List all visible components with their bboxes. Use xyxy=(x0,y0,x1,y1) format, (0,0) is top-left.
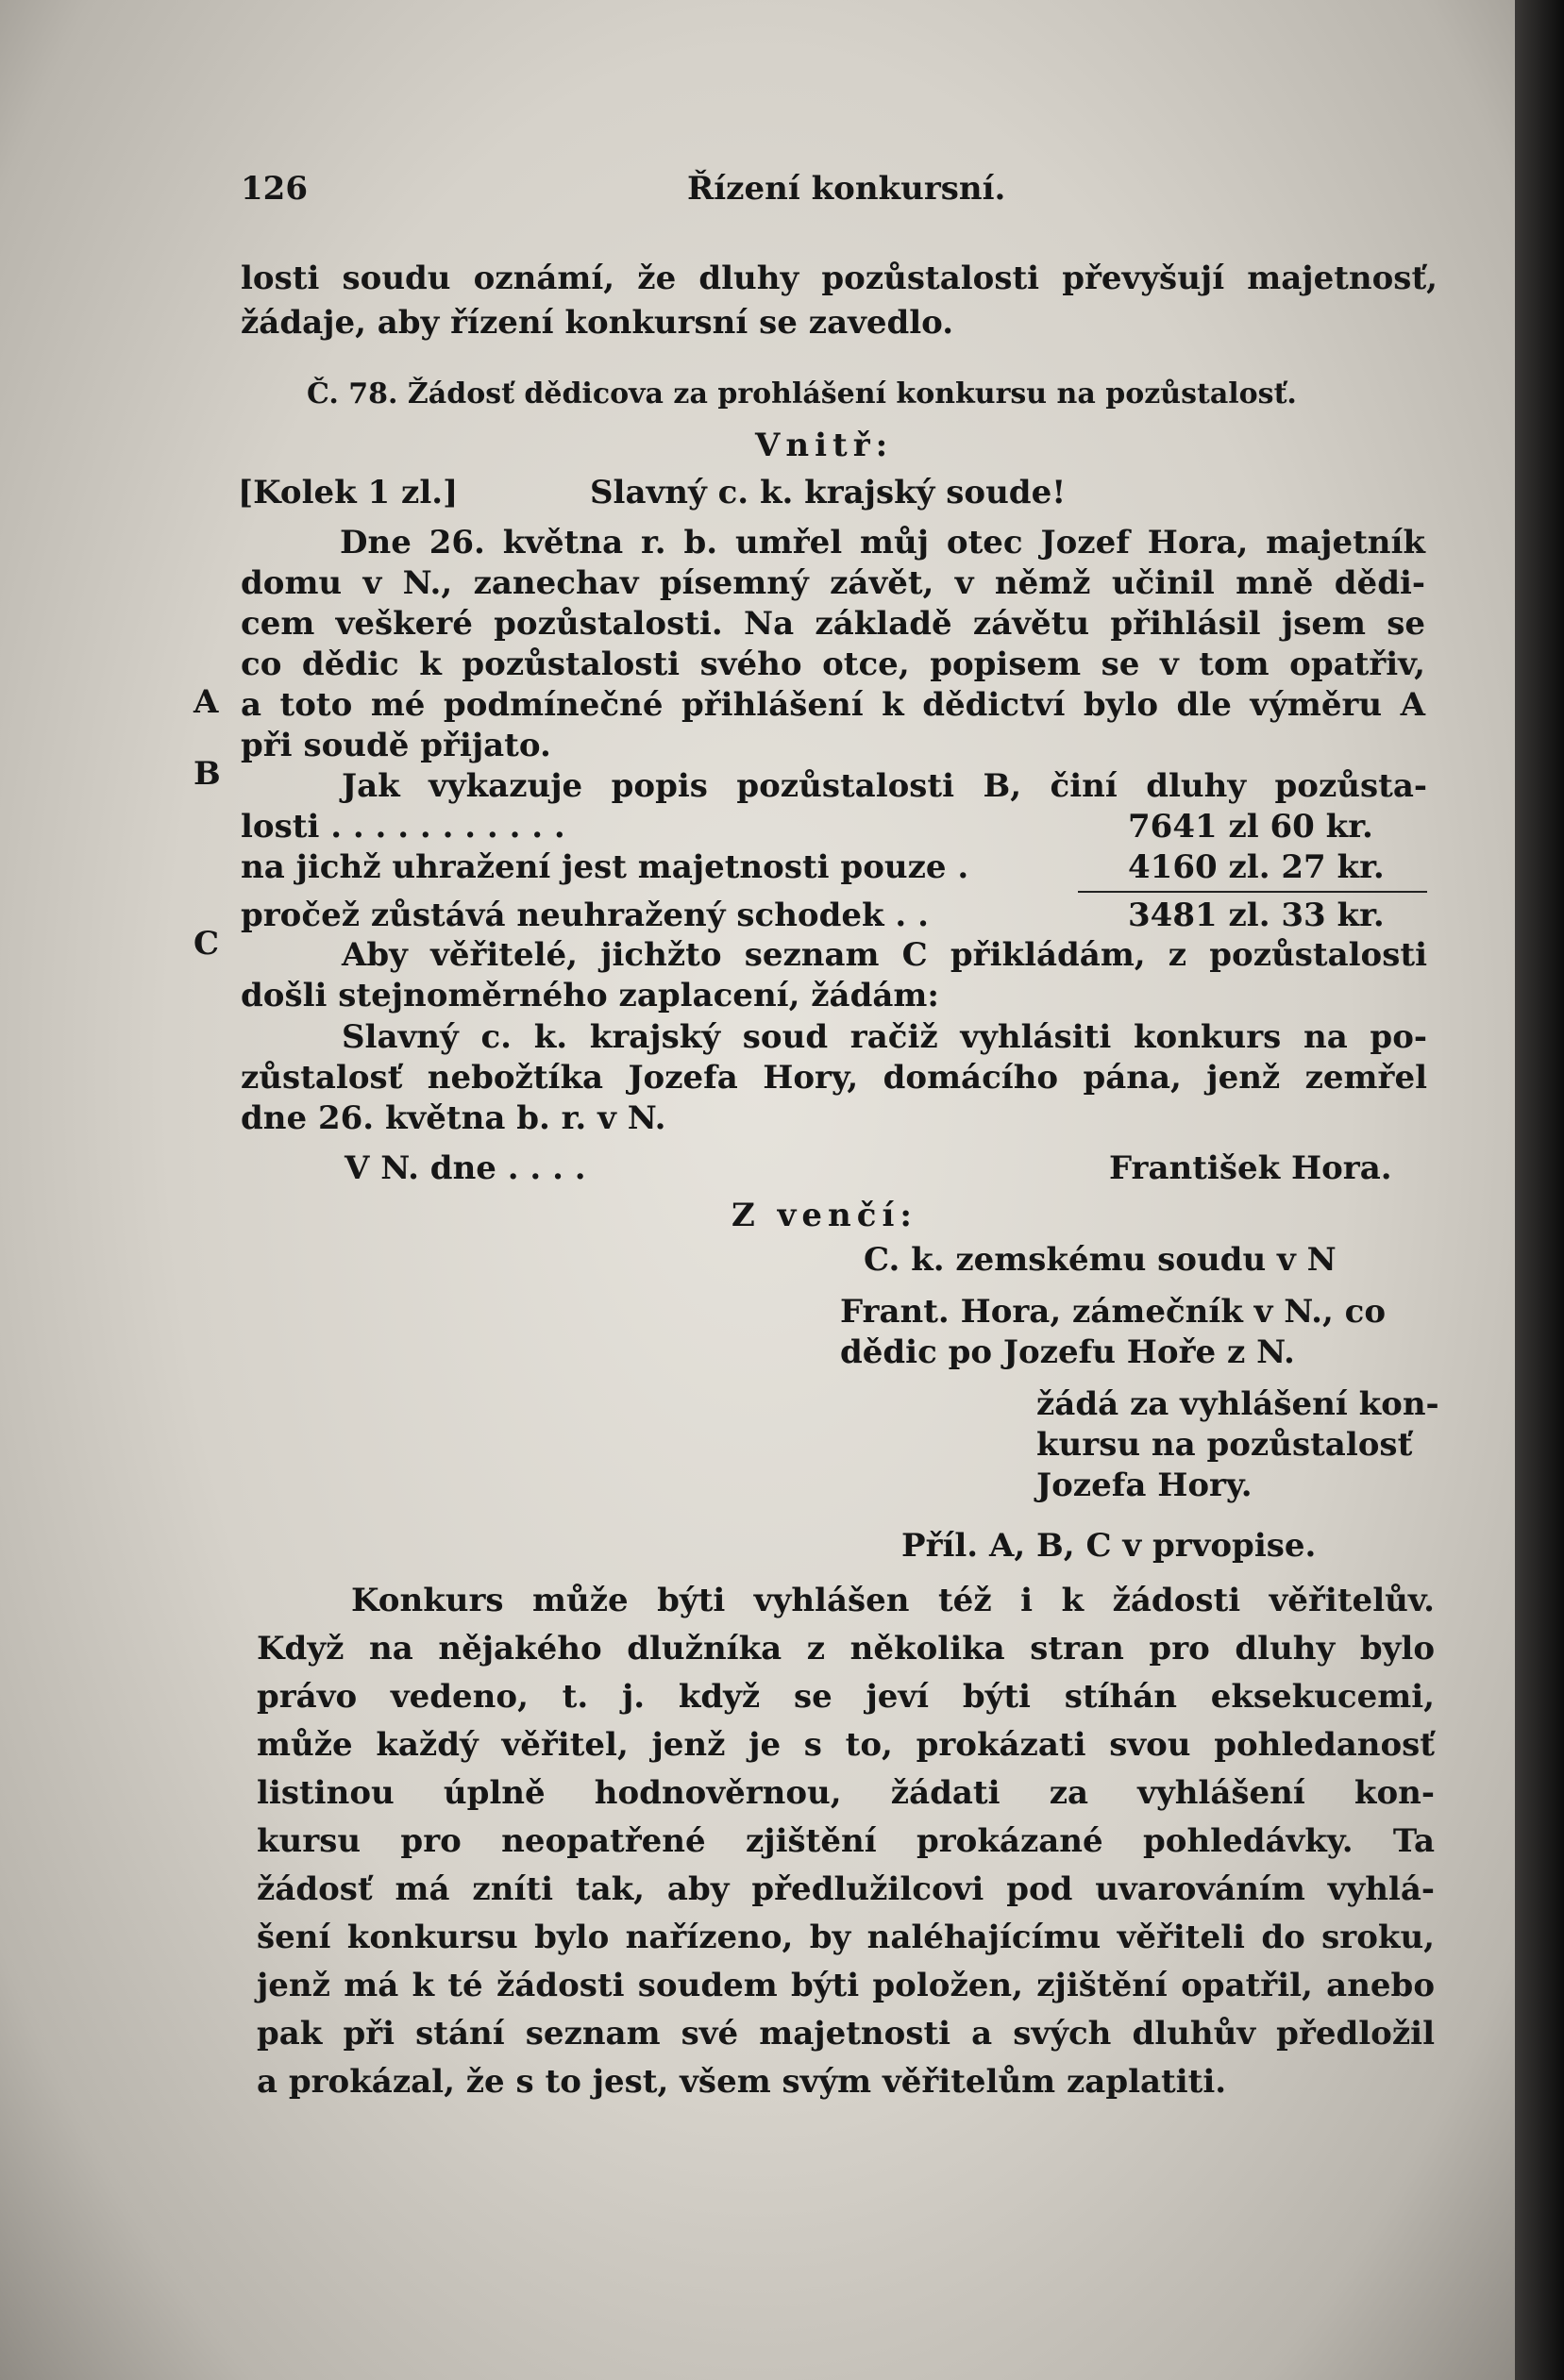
account-amount: 4160 zl. 27 kr. xyxy=(1128,848,1385,886)
account-label: pročež zůstává neuhražený schodek . . xyxy=(241,897,929,934)
final-paragraph-line: Když na nějakého dlužníka z několika stran pro dluhy bylo xyxy=(257,1630,1435,1668)
body-line: co dědic k pozůstalosti svého otce, popisem se v tom opatřiv, xyxy=(241,645,1425,683)
body-line: a toto mé podmínečné přihlášení k dědictví bylo dle výměru A xyxy=(241,686,1425,724)
final-paragraph-line: Konkurs může býti vyhlášen též i k žádosti věřitelův. xyxy=(351,1582,1435,1619)
final-paragraph-line: jenž má k té žádosti soudem býti položen, zjištění opatřil, anebo xyxy=(257,1967,1435,2004)
body-line: cem veškeré pozůstalosti. Na základě závětu přihlásil jsem se xyxy=(241,605,1425,643)
sum-rule xyxy=(1078,891,1427,893)
margin-mark-a: A xyxy=(193,683,219,721)
zvenci-label: Z venčí: xyxy=(732,1197,917,1234)
body-line: Dne 26. května r. b. umřel můj otec Jozef Hora, majetník xyxy=(340,524,1425,561)
margin-mark-b: B xyxy=(193,755,221,793)
account-amount: 7641 zl 60 kr. xyxy=(1128,808,1373,846)
form-heading: Č. 78. Žádosť dědicova za prohlášení konkursu na pozůstalosť. xyxy=(307,377,1297,411)
final-paragraph-line: právo vedeno, t. j. když se jeví býti stíhán eksekucemi, xyxy=(257,1678,1435,1716)
stamp-note: [Kolek 1 zl.] xyxy=(238,474,459,511)
subject-line: kursu na pozůstalosť xyxy=(1036,1426,1413,1464)
final-paragraph-line: listinou úplně hodnověrnou, žádati za vyhlášení kon- xyxy=(257,1774,1435,1812)
final-paragraph-line: může každý věřitel, jenž je s to, prokázati svou pohledanosť xyxy=(257,1726,1435,1764)
address-line: dědic po Jozefu Hoře z N. xyxy=(840,1333,1295,1371)
address-line: Frant. Hora, zámečník v N., co xyxy=(840,1293,1387,1331)
running-title: Řízení konkursní. xyxy=(687,170,1006,208)
request-line: zůstalosť nebožtíka Jozefa Hory, domácího pána, jenž zemřel xyxy=(241,1059,1427,1097)
subject-line: žádá za vyhlášení kon- xyxy=(1036,1385,1439,1423)
place-date: V N. dne . . . . xyxy=(345,1149,586,1187)
account-label: na jichž uhražení jest majetnosti pouze . xyxy=(241,848,969,886)
attachments: Příl. A, B, C v prvopise. xyxy=(901,1527,1317,1565)
intro-line-2: žádaje, aby řízení konkursní se zavedlo. xyxy=(241,304,954,342)
margin-mark-c: C xyxy=(193,925,220,963)
final-paragraph-line: a prokázal, že s to jest, všem svým věřitelům zaplatiti. xyxy=(257,2063,1227,2101)
final-paragraph-line: žádosť má zníti tak, aby předlužilcovi pod uvarováním vyhlá- xyxy=(257,1870,1435,1908)
request-line: dne 26. května b. r. v N. xyxy=(241,1099,666,1137)
subject-line: Jozefa Hory. xyxy=(1036,1467,1253,1504)
para-b-line: Jak vykazuje popis pozůstalosti B, činí dluhy pozůsta- xyxy=(342,767,1427,805)
account-label: losti . . . . . . . . . . . xyxy=(241,808,565,846)
intro-line-1: losti soudu oznámí, že dluhy pozůstalosti převyšují majetnosť, xyxy=(241,260,1438,297)
para-c-line: Aby věřitelé, jichžto seznam C přikládám, z pozůstalosti xyxy=(342,936,1427,974)
request-line: Slavný c. k. krajský soud račiž vyhlásiti konkurs na po- xyxy=(342,1018,1427,1056)
body-line: domu v N., zanechav písemný závět, v němž učinil mně dědi- xyxy=(241,564,1425,602)
final-paragraph-line: pak při stání seznam své majetnosti a svých dluhův předložil xyxy=(257,2015,1435,2053)
page-number: 126 xyxy=(241,170,308,208)
address-line: C. k. zemskému soudu v N xyxy=(864,1241,1337,1279)
vnitr-label: Vnitř: xyxy=(755,427,894,464)
body-line: při soudě přijato. xyxy=(241,727,551,764)
scan-edge xyxy=(1515,0,1564,2380)
signature: František Hora. xyxy=(1109,1149,1392,1187)
para-c-line: došli stejnoměrného zaplacení, žádám: xyxy=(241,977,939,1014)
account-amount: 3481 zl. 33 kr. xyxy=(1128,897,1385,934)
salutation: Slavný c. k. krajský soude! xyxy=(590,474,1067,511)
final-paragraph-line: šení konkursu bylo nařízeno, by naléhajícímu věřiteli do sroku, xyxy=(257,1919,1435,1956)
final-paragraph-line: kursu pro neopatřené zjištění prokázané pohledávky. Ta xyxy=(257,1822,1435,1860)
